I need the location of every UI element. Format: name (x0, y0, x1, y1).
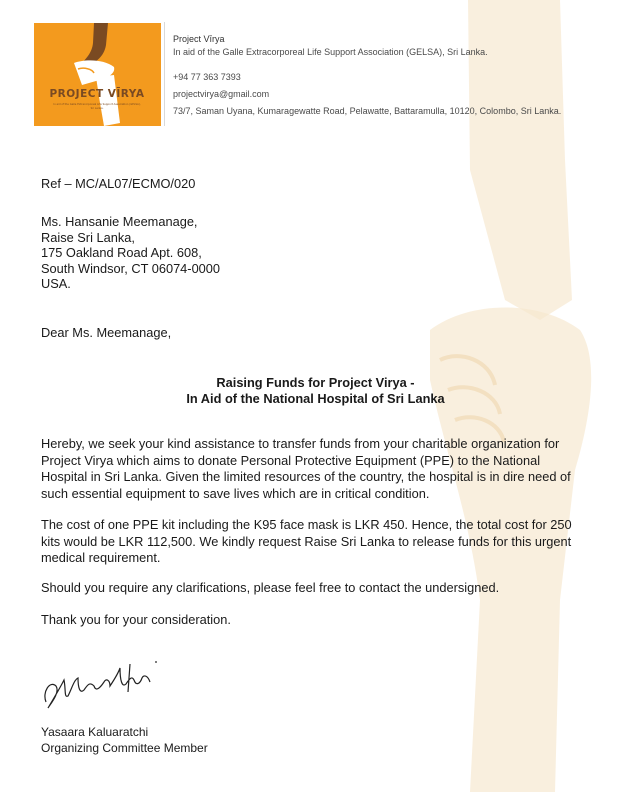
letter-subject (0, 375, 631, 406)
organization-info (173, 33, 561, 118)
org-subtitle: In aid of the Galle Extracorporeal Life Support Association (GELSA), Sri Lanka. (173, 47, 488, 57)
project-virya-logo (34, 23, 161, 126)
org-email[interactable]: projectvirya@gmail.com (173, 89, 270, 99)
svg-text:Sri Lanka.: Sri Lanka. (90, 107, 104, 110)
recipient-line: Ms. Hansanie Meemanage, (41, 214, 198, 229)
org-name: Project Vīrya (173, 34, 225, 44)
handwritten-signature (38, 658, 168, 718)
org-address: 73/7, Saman Uyana, Kumaragewatte Road, Pelawatte, Battaramulla, 10120, Colombo, Sri Lanka. (173, 106, 562, 116)
reference-number: Ref – MC/AL07/ECMO/020 (41, 176, 196, 191)
body-paragraph: Should you require any clarifications, please feel free to contact the undersigned. (41, 580, 500, 595)
recipient-line: Raise Sri Lanka, (41, 229, 135, 245)
header-divider (164, 22, 165, 126)
signer-title: Organizing Committee Member (41, 741, 208, 755)
body-paragraph: Thank you for your consideration. (41, 612, 231, 627)
recipient-line: South Windsor, CT 06074-0000 (41, 260, 221, 276)
logo-tagline: In aid of the Galle Extracorporeal Life Support Association (GELSA), (53, 103, 141, 106)
recipient-line: USA. (41, 276, 71, 291)
recipient-address (41, 214, 220, 292)
logo-name: PROJECT VĪRYA (49, 88, 145, 100)
org-phone: +94 77 363 7393 (173, 72, 241, 82)
signer-block (41, 724, 208, 756)
body-paragraph: Hereby, we seek your kind assistance to transfer funds from your charitable organization for Project Virya which aims to donate Personal Protective Equipment (PPE) to the National Hospital in Sri Lanka. Given the limited resources of the country, the hospital is in dire need of such essential equipment to save lives which are in critical condition. (41, 436, 571, 501)
body-paragraph: The cost of one PPE kit including the K95 face mask is LKR 450. Hence, the total cost for 250 kits would be LKR 112,500. We kindly request Raise Sri Lanka to release funds for this urgent medical requirement. (41, 517, 572, 565)
recipient-line: 175 Oakland Road Apt. 608, (41, 245, 202, 260)
salutation: Dear Ms. Meemanage, (41, 325, 172, 340)
signer-name: Yasaara Kaluaratchi (41, 725, 149, 739)
subject-line-1: Raising Funds for Project Virya - (216, 375, 415, 390)
subject-line-2: In Aid of the National Hospital of Sri Lanka (186, 390, 445, 406)
